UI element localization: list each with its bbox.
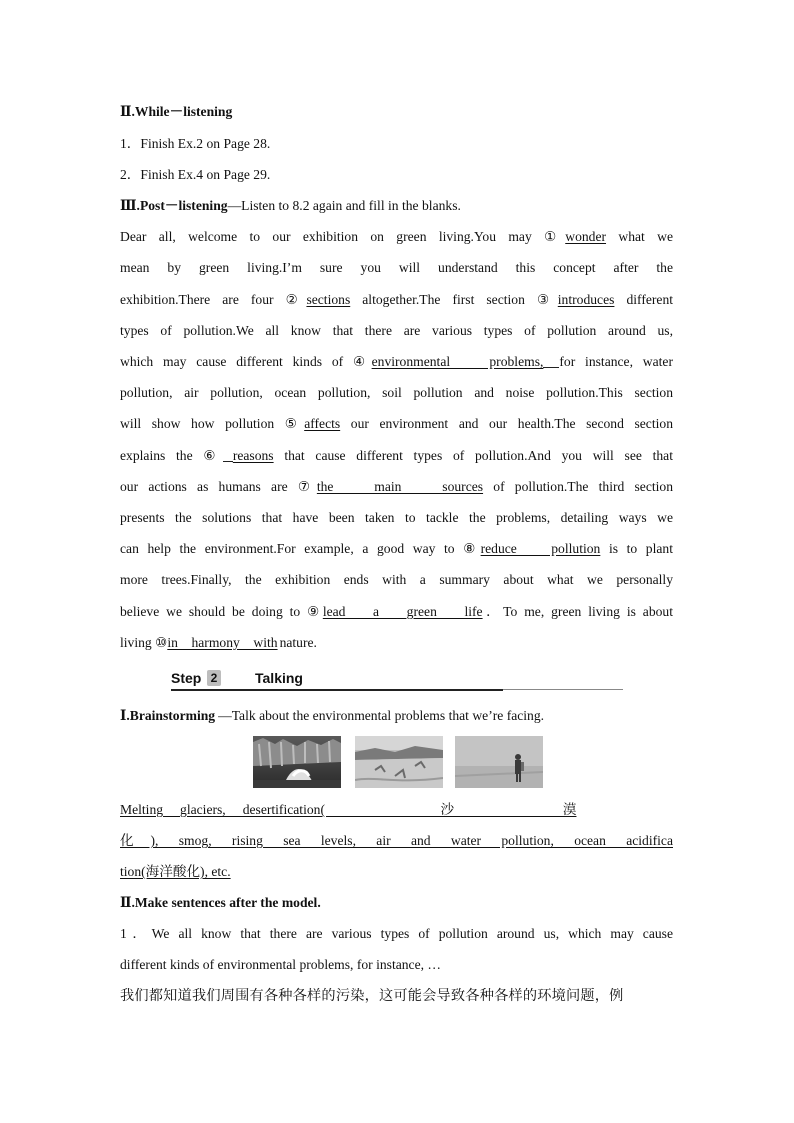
while-listening-item-1: 1．Finish Ex.2 on Page 28. [120,136,271,151]
passage-line-13 [120,602,673,622]
passage-line-5 [120,352,673,372]
step-divider [171,689,503,691]
step-divider-thin [503,689,623,690]
post-listening-instruction: —Listen to 8.2 again and fill in the blanks. [227,198,461,213]
passage-line-10: presents the solutions that have been taken to tackle the problems, detailing ways we [120,510,673,525]
passage-line-11 [120,539,673,559]
passage-text: ．To me, green living is about [482,604,673,619]
brainstorming-answer-line-3: tion(海洋酸化), etc. [120,864,231,879]
answer-6: reasons [232,448,274,463]
answer-10: in harmony with [167,635,278,650]
make-sentences-heading: Ⅱ.Make sentences after the model. [120,895,321,910]
glacier-photo [253,736,341,788]
answer-5: affects [304,416,341,431]
passage-line-8 [120,446,673,466]
passage-text: altogether.The first section [350,292,537,307]
passage-text: living [120,635,156,650]
blank-underline [223,447,233,462]
brainstorming-line [120,706,673,726]
passage-text: nature. [279,635,317,650]
answer-7: the main sources [316,479,484,494]
passage-text: is to plant [600,541,673,556]
blank-number: ⑦ [297,479,317,494]
passage-line-2: mean by green living.I’m sure you will understand this concept after the [120,260,673,275]
blank-number: ② [285,292,307,307]
answer-3: introduces [557,292,615,307]
blank-number: ⑧ [463,541,481,556]
passage-text: explains the [120,448,204,463]
passage-text: our actions as humans are [120,479,298,494]
blank-number: ④ [353,354,372,369]
desert-photo [355,736,443,788]
passage-text: of pollution.The third section [483,479,674,494]
step-title: Talking [255,670,303,686]
passage-text: can help the environment.For example, a good way to [120,541,464,556]
make-sentences-item-1-line-2: different kinds of environmental problems, for instance, … [120,957,442,972]
passage-text: which may cause different kinds of [120,354,354,369]
answer-8: reduce pollution [480,541,601,556]
answer-1: wonder [565,229,607,244]
while-listening-item-2: 2．Finish Ex.4 on Page 29. [120,167,271,182]
smog-photo [455,736,543,788]
passage-text: for instance, water [559,354,673,369]
passage-text: Dear all, welcome to our exhibition on green living.You may [120,229,545,244]
passage-line-9 [120,477,673,497]
answer-4: environmental problems, [371,354,544,369]
passage-text: believe we should be doing to [120,604,308,619]
passage-text: exhibition.There are four [120,292,286,307]
step-2-header [171,668,623,690]
blank-number: ⑤ [284,416,305,431]
passage-line-6: pollution, air pollution, ocean pollution, soil pollution and noise pollution.This section [120,385,673,400]
brainstorming-instruction: —Talk about the environmental problems that we’re facing. [218,708,545,723]
passage-line-3 [120,290,673,310]
blank-number: ① [544,229,566,244]
blank-number: ⑨ [307,604,323,619]
passage-text: different [614,292,674,307]
post-listening-heading-line [120,196,673,216]
make-sentences-item-1-line-1: 1．We all know that there are various types of pollution around us, which may cause [120,926,673,941]
post-listening-heading: Ⅲ.Post－listening [120,198,228,213]
passage-line-14 [120,633,673,653]
passage-text: that cause different types of pollution.And you will see that [273,448,673,463]
blank-number: ⑩ [155,635,168,650]
passage-line-7 [120,414,673,434]
passage-text: what we [606,229,673,244]
blank-number: ③ [536,292,558,307]
answer-9: lead a green life [322,604,483,619]
step-label: Step [171,670,202,686]
passage-line-1 [120,227,673,247]
passage-text: our environment and our health.The second section [340,416,673,431]
blank-number: ⑥ [203,448,223,463]
passage-line-12: more trees.Finally, the exhibition ends with a summary about what we personally [120,572,673,587]
brainstorming-answer-line-1: Melting glaciers, desertification( 沙 漠 [120,802,577,817]
make-sentences-item-1-chinese: 我们都知道我们周围有各种各样的污染，这可能会导致各种各样的环境问题，例 [120,988,624,1004]
answer-2: sections [306,292,351,307]
while-listening-heading: Ⅱ.While－listening [120,104,233,119]
step-number-badge: 2 [207,670,221,686]
brainstorming-answer-line-2: 化), smog, rising sea levels, air and water pollution, ocean acidifica [120,833,673,848]
brainstorming-heading: Ⅰ.Brainstorming [120,708,216,723]
passage-text: will show how pollution [120,416,285,431]
blank-underline [543,353,559,368]
passage-line-4: types of pollution.We all know that there are various types of pollution around us, [120,323,673,338]
